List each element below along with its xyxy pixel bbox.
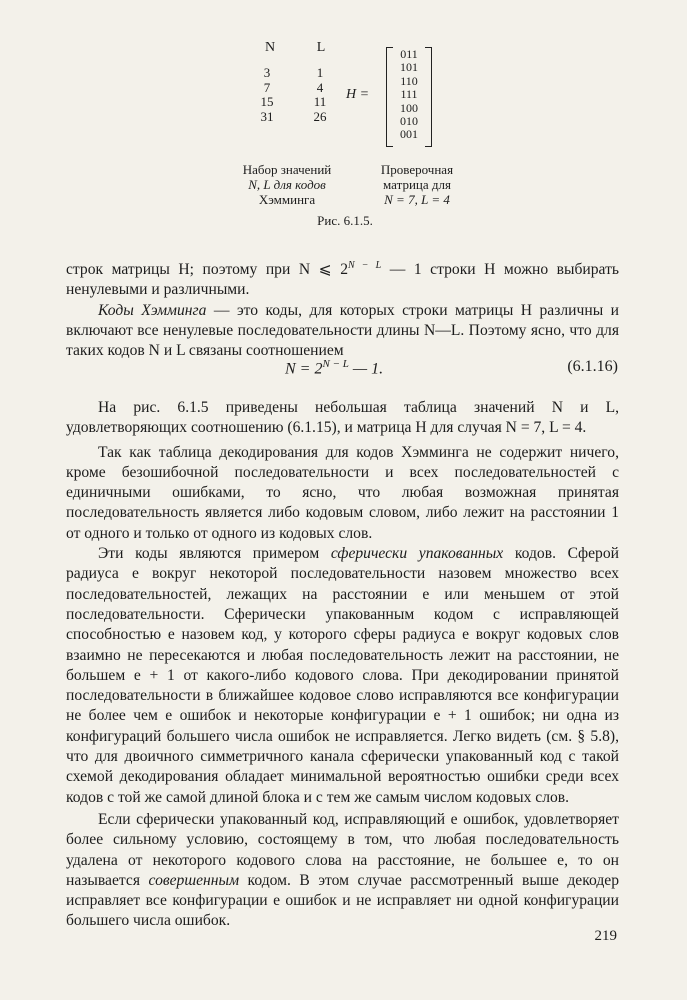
body-text-lower bbox=[66, 398, 619, 932]
l-value: 11 bbox=[313, 94, 327, 109]
h-matrix-label: H = bbox=[346, 87, 370, 102]
l-value: 1 bbox=[316, 65, 324, 80]
paragraph: строк матрицы H; поэтому при N ⩽ $2^{N - L}$ — 1 строки H можно выбирать ненулевыми и различными. bbox=[66, 260, 620, 299]
figure-caption-right: Проверочная матрица для N = 7, L = 4 bbox=[380, 162, 454, 207]
paragraph: Эти коды являются примером сферически упакованных кодов. Сферой радиуса e вокруг некоторой последовательности назовем множество всех последовательностей, лежащих на расстоянии e или меньшем от этой последовательности. Сферически упакованным кодом с исправляющей способностью e назовем код, у которого сферы радиуса e вокруг кодовых слов взаимно не пересекаются и любая последовательность лежит на расстоянии, не большем e + 1 от какого-либо кодового слова. При декодировании принятой последовательности в ближайшее кодовое слово исправляются все конфигурации не более чем e ошибок и некоторые конфигурации e + 1 ошибок; ни одна из конфигураций большего числа ошибок не исправляется. Легко видеть (см. § 5.8), что для двоичного симметричного канала сферически упакованный код с такой схемой декодирования обладает минимальной вероятностью ошибки среди всех кодов с той же самой длиной блока и с тем же самым числом кодовых слов. bbox=[66, 545, 619, 806]
page-number: 219 bbox=[594, 928, 617, 944]
equation: $N = 2^{N - L}$ — 1. bbox=[285, 358, 384, 378]
n-value: 15 bbox=[260, 94, 274, 109]
matrix-row: 001 bbox=[400, 127, 418, 142]
l-values-column bbox=[305, 65, 335, 123]
matrix-row: 101 bbox=[400, 60, 418, 75]
paragraph: Коды Хэмминга — это коды, для которых строки матрицы H различны и включают все ненулевые последовательности длины N—L. Поэтому ясно, что для таких кодов N и L связаны соотношением bbox=[66, 301, 619, 360]
paragraph: Так как таблица декодирования для кодов Хэмминга не содержит ничего, кроме безошибочной последовательности и всех последовательностей с единичными ошибками, то ясно, что любая возможная принятая последовательность является либо кодовым словом, либо лежит на расстоянии 1 от одного и только от одного из кодовых слов. bbox=[66, 443, 619, 542]
n-values-column bbox=[252, 65, 282, 123]
figure-label: Рис. 6.1.5. bbox=[317, 213, 373, 228]
matrix-row: 010 bbox=[400, 113, 418, 128]
l-value: 26 bbox=[313, 108, 327, 124]
n-value: 7 bbox=[263, 79, 271, 95]
l-column-header: L bbox=[316, 40, 326, 55]
figure-caption-left: Набор значений N, L для кодов Хэмминга bbox=[242, 162, 332, 207]
paragraph: Если сферически упакованный код, исправляющий e ошибок, удовлетворяет более сильному условию, состоящему в том, что любая последовательность удалена от некоторого кодового слова на расстояние, не большее e, то он называется совершенным кодом. В этом случае рассмотренный выше декодер исправляет все конфигурации e ошибок и не исправляет ни одной конфигурации большего числа ошибок. bbox=[66, 810, 619, 930]
matrix-row: 011 bbox=[400, 47, 418, 61]
n-column-header: N bbox=[264, 40, 276, 55]
l-value: 4 bbox=[316, 79, 324, 95]
matrix-row: 100 bbox=[400, 100, 418, 115]
matrix-row: 110 bbox=[400, 73, 418, 88]
n-value: 31 bbox=[260, 108, 274, 124]
equation-number: (6.1.16) bbox=[567, 358, 618, 375]
body-text-upper bbox=[66, 256, 619, 362]
n-value: 3 bbox=[263, 65, 271, 80]
parity-check-matrix bbox=[386, 47, 432, 147]
paragraph: На рис. 6.1.5 приведены небольшая таблица значений N и L, удовлетворяющих соотношению (6.1.15), и матрица H для случая N = 7, L = 4. bbox=[66, 399, 619, 437]
matrix-row: 111 bbox=[400, 87, 418, 102]
